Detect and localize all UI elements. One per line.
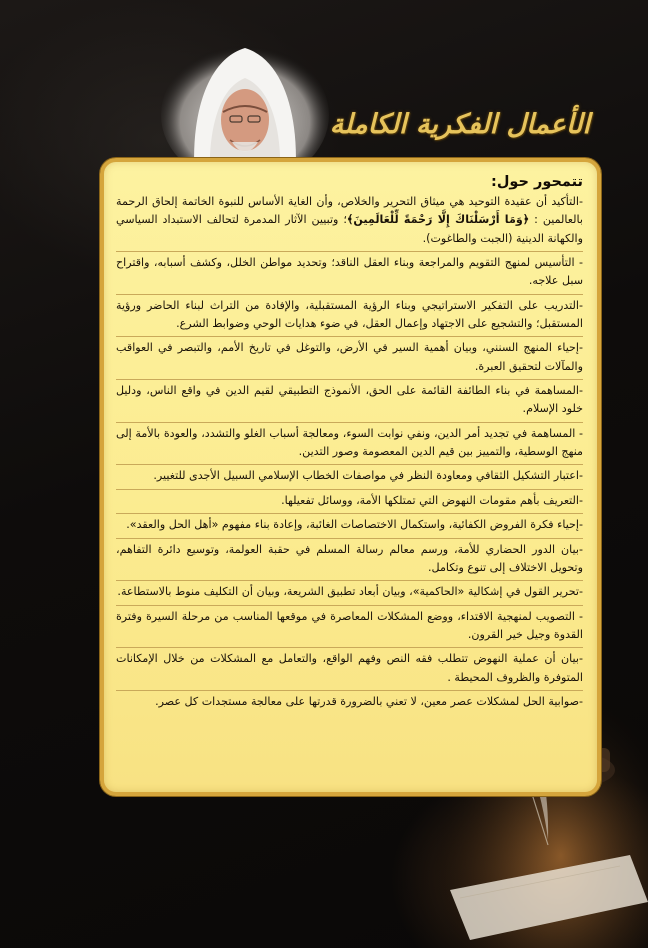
list-item: -التعريف بأهم مقومات النهوض التي تمتلكها الأمة، ووسائل تفعيلها. [281,493,583,507]
divider [116,464,583,465]
divider [116,538,583,539]
list-item: -إحياء فكرة الفروض الكفائية، واستكمال الاختصاصات الغائبة، وإعادة بناء مفهوم «أهل الحل والعقد». [126,518,583,532]
list-item: -بيان أن عملية النهوض تتطلب فقه النص وفهم الواقع، والتعامل مع المشكلات من خلال الإمكانات المتوفرة والظروف المحيطة . [116,652,583,684]
list-item: -بيان الدور الحضاري للأمة، ورسم معالم رسالة المسلم في حقبة العولمة، وتوسيع دائرة التفاهم، وتحويل الاختلاف إلى تنوع وتكامل. [116,542,583,574]
divider [116,489,583,490]
list-item: -إحياء المنهج السنني، وبيان أهمية السير في الأرض، والتوغل في تاريخ الأمم، والتبصر في العواقب والمآلات لتحقيق العبرة. [116,341,583,373]
list-item: - التأسيس لمنهج التقويم والمراجعة وبناء العقل الناقد؛ وتحديد مواطن الخلل، وكشف أسبابه، واقتراح سبل علاجه. [116,256,583,288]
divider [116,336,583,337]
list-item [116,193,583,248]
list-item: -تحرير القول في إشكالية «الحاكمية»، وبيان أبعاد تطبيق الشريعة، وبيان أن التكليف منوط بالاستطاعة. [117,585,583,599]
point-text: ؛ وتبيين الآثار المدمرة لتحالف الاستبداد السياسي والكهانة الدينية (الجبت والطاغوت). [116,213,583,245]
divider [116,647,583,648]
divider [116,690,583,691]
content-panel [100,158,601,796]
list-item: -التدريب على التفكير الاستراتيجي وبناء الرؤية المستقبلية، والإفادة من التراث لبناء الحاضر ورؤية المستقبل؛ والتشجيع على الاجتهاد وإعمال العقل، في ضوء هدايات الوحي وضوابط الشرع. [116,298,583,331]
list-item: -المساهمة في بناء الطائفة القائمة على الحق، الأنموذج التطبيقي لقيم الدين في واقع الناس، ودليل خلود الإسلام. [116,384,583,416]
series-title: الأعمال الفكرية الكاملة [329,109,590,140]
divider [116,422,583,423]
quranic-verse: ﴿وَمَا أَرْسَلْنَاكَ إِلَّا رَحْمَةً لِّلْعَالَمِينَ﴾ [346,213,530,227]
point-text: -التأكيد أن عقيدة التوحيد هي ميثاق التحرير والخلاص، وأن الغاية الأساس للنبوة الخاتمة إلحاق الرحمة بالعالمين : [116,195,583,227]
list-item: - التصويب لمنهجية الاقتداء، ووضع المشكلات المعاصرة في موقعها المناسب من مرحلة السيرة وفترة القدوة وجيل خير القرون. [116,609,583,641]
divider [116,580,583,581]
panel-heading: تتمحور حول: [491,174,583,190]
divider [116,513,583,514]
divider [116,251,583,252]
divider [116,294,583,295]
divider [116,605,583,606]
list-item: -صوابية الحل لمشكلات عصر معين، لا تعني بالضرورة قدرتها على معالجة مستجدات كل عصر. [155,694,583,708]
divider [116,379,583,380]
list-item: -اعتبار التشكيل الثقافي ومعاودة النظر في مواصفات الخطاب الإسلامي السبيل الأجدى للتغيير. [153,469,583,483]
list-item: - المساهمة في تجديد أمر الدين، ونفي نوابت السوء، ومعالجة أسباب الغلو والتشدد، والعودة بالأمة إلى منهج الوسطية، والتمييز بين قيم الدين المعصومة وصور التدين. [116,426,583,459]
